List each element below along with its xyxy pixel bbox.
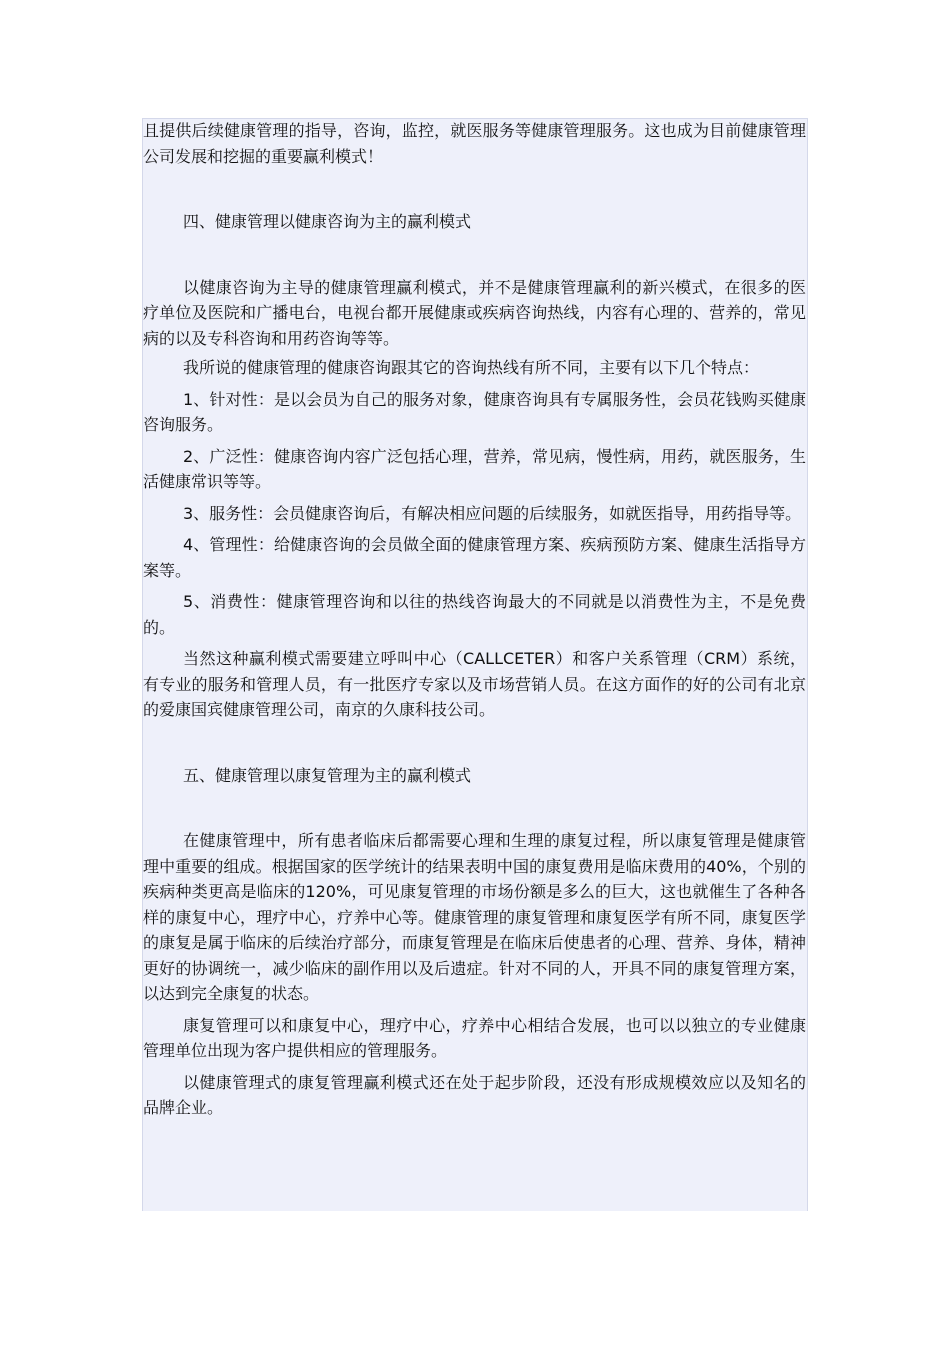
feature-item: 1、针对性：是以会员为自己的服务对象，健康咨询具有专属服务性，会员花钱购买健康咨询服务。	[143, 389, 806, 434]
section5-paragraph: 康复管理可以和康复中心，理疗中心，疗养中心相结合发展，也可以以独立的专业健康管理单位出现为客户提供相应的管理服务。	[143, 1015, 806, 1060]
continuation-paragraph: 且提供后续健康管理的指导，咨询，监控，就医服务等健康管理服务。这也成为目前健康管理公司发展和挖掘的重要赢利模式！	[143, 121, 806, 166]
spacer	[143, 169, 806, 209]
spacer	[143, 788, 806, 828]
feature-item: 5、消费性：健康管理咨询和以往的热线咨询最大的不同就是以消费性为主，不是免费的。	[143, 592, 806, 637]
section5-paragraph: 以健康管理式的康复管理赢利模式还在处于起步阶段，还没有形成规模效应以及知名的品牌企业。	[143, 1072, 806, 1117]
spacer	[143, 235, 806, 275]
document-body	[143, 118, 806, 1121]
section4-closing-paragraph: 当然这种赢利模式需要建立呼叫中心（CALLCETER）和客户关系管理（CRM）系统，有专业的服务和管理人员，有一批医疗专家以及市场营销人员。在这方面作的好的公司有北京的爱康国宾健康管理公司，南京的久康科技公司。	[143, 649, 806, 719]
section4-features-intro: 我所说的健康管理的健康咨询跟其它的咨询热线有所不同，主要有以下几个特点：	[183, 358, 760, 377]
section4-intro-paragraph: 以健康咨询为主导的健康管理赢利模式，并不是健康管理赢利的新兴模式，在很多的医疗单位及医院和广播电台，电视台都开展健康或疾病咨询热线，内容有心理的、营养的，常见病的以及专科咨询和用药咨询等等。	[143, 277, 806, 348]
section-heading-5: 五、健康管理以康复管理为主的赢利模式	[183, 765, 472, 785]
feature-item: 2、广泛性：健康咨询内容广泛包括心理，营养，常见病，慢性病，用药，就医服务，生活健康常识等等。	[143, 446, 806, 491]
section-heading-4: 四、健康管理以健康咨询为主的赢利模式	[183, 212, 472, 231]
feature-item: 3、服务性：会员健康咨询后，有解决相应问题的后续服务，如就医指导，用药指导等。	[183, 503, 802, 523]
spacer	[143, 723, 806, 763]
feature-item: 4、管理性：给健康咨询的会员做全面的健康管理方案、疾病预防方案、健康生活指导方案等。	[143, 535, 806, 580]
section5-paragraph: 在健康管理中，所有患者临床后都需要心理和生理的康复过程，所以康复管理是健康管理中重要的组成。根据国家的医学统计的结果表明中国的康复费用是临床费用的40%，个别的疾病种类更高是临床的120%，可见康复管理的市场份额是多么的巨大，这也就催生了各种各样的康复中心，理疗中心，疗养中心等。健康管理的康复管理和康复医学有所不同，康复医学的康复是属于临床的后续治疗部分，而康复管理是在临床后使患者的心理、营养、身体，精神更好的协调统一，减少临床的副作用以及后遗症。针对不同的人，开具不同的康复管理方案，以达到完全康复的状态。	[143, 831, 806, 1003]
